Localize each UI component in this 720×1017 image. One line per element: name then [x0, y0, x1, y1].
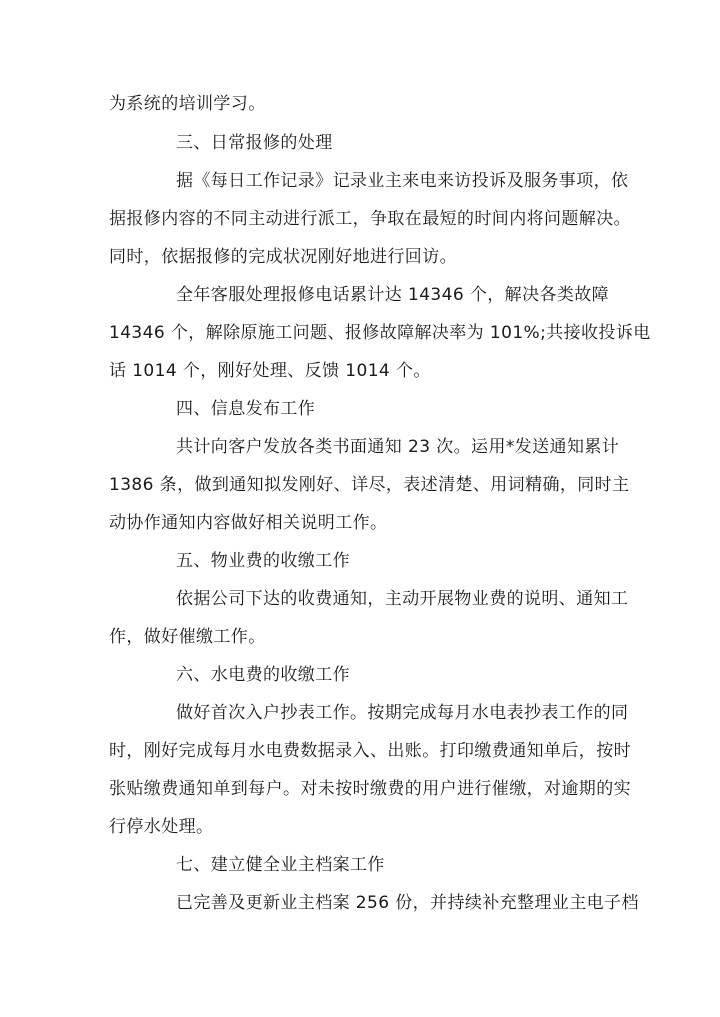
paragraph-line: 据报修内容的不同主动进行派工，争取在最短的时间内将问题解决。: [109, 209, 631, 229]
section-heading: 四、信息发布工作: [176, 399, 316, 419]
section-heading: 五、物业费的收缴工作: [176, 551, 350, 571]
section-heading: 七、建立健全业主档案工作: [176, 855, 385, 875]
section-heading: 三、日常报修的处理: [176, 133, 333, 153]
paragraph-line: 据《每日工作记录》记录业主来电来访投诉及服务事项，依: [176, 171, 629, 191]
paragraph-line: 行停水处理。: [109, 817, 214, 837]
paragraph-line: 依据公司下达的收费通知，主动开展物业费的说明、通知工: [176, 589, 629, 609]
paragraph-line: 全年客服处理报修电话累计达 14346 个，解决各类故障: [176, 285, 610, 305]
paragraph-line: 共计向客户发放各类书面通知 23 次。运用*发送通知累计: [176, 437, 620, 457]
paragraph-line: 张贴缴费通知单到每户。对未按时缴费的用户进行催缴，对逾期的实: [109, 779, 631, 799]
paragraph-line: 做好首次入户抄表工作。按期完成每月水电表抄表工作的同: [176, 703, 629, 723]
paragraph-line: 14346 个，解除原施工问题、报修故障解决率为 101%;共接收投诉电: [109, 323, 651, 343]
paragraph-line: 话 1014 个，刚好处理、反馈 1014 个。: [109, 361, 431, 381]
paragraph-line: 时，刚好完成每月水电费数据录入、出账。打印缴费通知单后，按时: [109, 741, 631, 761]
paragraph-line: 作，做好催缴工作。: [109, 627, 266, 647]
paragraph-line: 1386 条，做到通知拟发刚好、详尽，表述清楚、用词精确，同时主: [109, 475, 630, 495]
paragraph-line: 已完善及更新业主档案 256 份，并持续补充整理业主电子档: [176, 893, 639, 913]
paragraph-line: 为系统的培训学习。: [109, 94, 266, 114]
paragraph-line: 同时，依据报修的完成状况刚好地进行回访。: [109, 247, 457, 267]
section-heading: 六、水电费的收缴工作: [176, 665, 350, 685]
paragraph-line: 动协作通知内容做好相关说明工作。: [109, 513, 388, 533]
